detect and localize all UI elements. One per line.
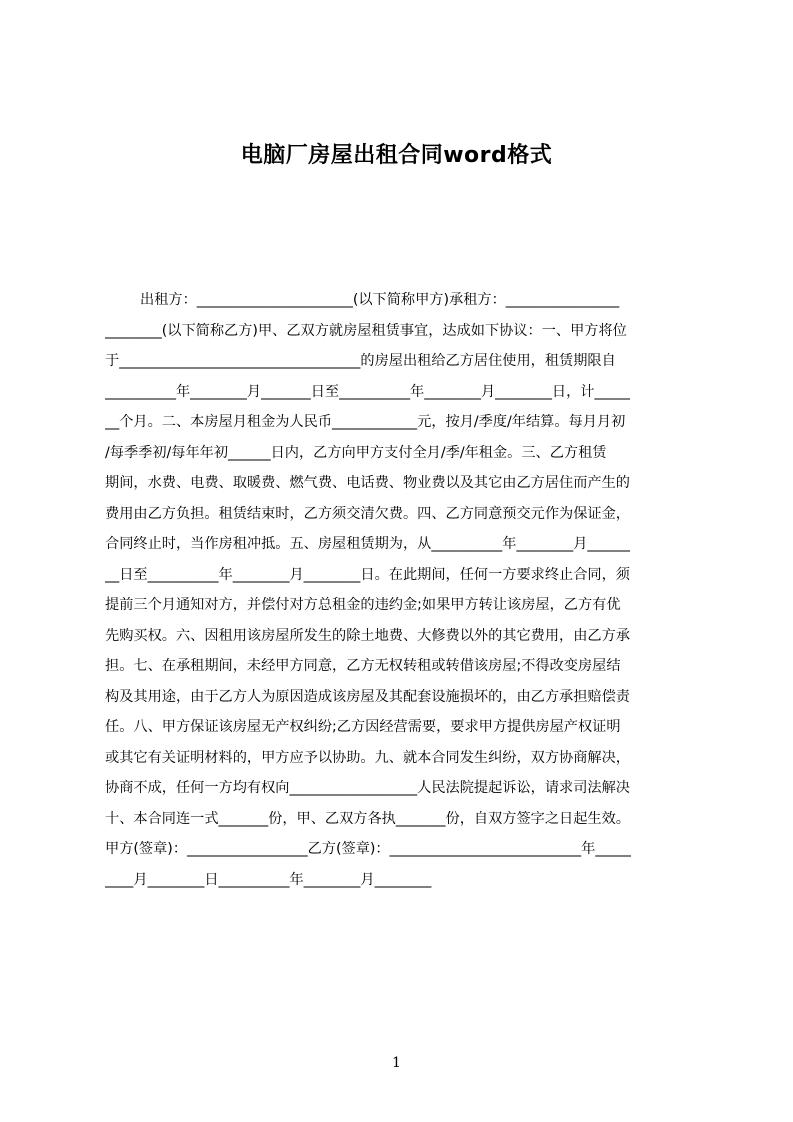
body-line: 合同终止时，当作房租冲抵。五、房屋租赁期为，从__________年________月______ bbox=[105, 536, 630, 552]
body-line: 费用由乙方负担。租赁结束时，乙方须交清欠费。四、乙方同意预交元作为保证金， bbox=[105, 505, 630, 522]
signature-line: 甲方(签章)：_________________乙方(签章)：___________________________年_____ bbox=[105, 841, 631, 857]
body-line: /每季季初/每年年初______日内，乙方向甲方支付全月/季/年租金。三、乙方租赁 bbox=[105, 444, 607, 461]
signature-date-line: ____月________日__________年________月________ bbox=[105, 871, 432, 888]
body-line: 协商不成，任何一方均有权向__________________人民法院提起诉讼，请求司法解决 bbox=[105, 780, 630, 796]
contract-body bbox=[105, 285, 699, 895]
page-number: 1 bbox=[392, 1055, 401, 1071]
body-line: __个月。二、本房屋月租金为人民币____________元，按月/季度/年结算。每月月初 bbox=[105, 414, 626, 430]
body-line: 先购买权。六、因租用该房屋所发生的除土地费、大修费以外的其它费用，由乙方承 bbox=[105, 627, 630, 644]
body-line: 期间，水费、电费、取暖费、燃气费、电话费、物业费以及其它由乙方居住而产生的 bbox=[105, 475, 630, 491]
body-line: 十、本合同连一式_______份，甲、乙双方各执_______份，自双方签字之日起生效。 bbox=[105, 810, 630, 827]
body-line: 或其它有关证明材料的，甲方应予以协助。九、就本合同发生纠纷，双方协商解决， bbox=[105, 749, 630, 766]
body-line: 提前三个月通知对方，并偿付对方总租金的违约金;如果甲方转让该房屋，乙方有优 bbox=[105, 597, 621, 613]
body-line: 构及其用途，由于乙方人为原因造成该房屋及其配套设施损坏的，由乙方承担赔偿责 bbox=[105, 688, 630, 705]
body-line: 于__________________________________的房屋出租给乙方居住使用，租赁期限自 bbox=[105, 353, 616, 369]
document-title: 电脑厂房屋出租合同word格式 bbox=[240, 143, 553, 168]
body-line: __日至__________年________月________日。在此期间，任何一方要求终止合同，须 bbox=[105, 566, 630, 583]
body-line: 担。七、在承租期间，未经甲方同意，乙方无权转租或转借该房屋;不得改变房屋结 bbox=[105, 658, 621, 674]
body-line: ________(以下简称乙方)甲、乙双方就房屋租赁事宜，达成如下协议：一、甲方将位 bbox=[105, 322, 627, 339]
body-line: __________年________月_______日至__________年________月________日，计_____ bbox=[105, 383, 630, 400]
body-line: 出租方：______________________(以下简称甲方)承租方：________________ bbox=[140, 292, 620, 308]
body-line: 任。八、甲方保证该房屋无产权纠纷;乙方因经营需要，要求甲方提供房屋产权证明 bbox=[105, 719, 621, 735]
